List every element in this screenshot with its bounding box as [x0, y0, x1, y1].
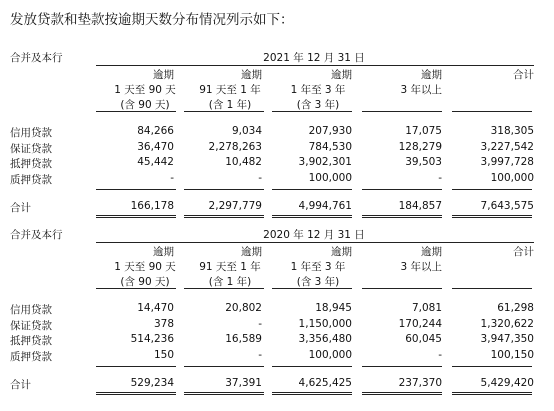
table-cell: 2,278,263: [208, 140, 262, 153]
subtotal-rule: [362, 189, 442, 190]
table-cell: 100,150: [490, 348, 534, 361]
table-cell: 14,470: [137, 302, 174, 314]
total-double-rule: [184, 215, 264, 218]
header-underline: [362, 111, 442, 112]
table-cell: 10,482: [225, 156, 262, 168]
table-cell: 20,802: [225, 302, 262, 314]
total-label: 合计: [10, 202, 31, 214]
column-header-line3: (含 3 年): [296, 276, 340, 288]
total-double-rule: [452, 215, 532, 218]
table-cell: -: [258, 171, 262, 184]
total-cell: 529,234: [130, 377, 174, 389]
table-cell: 3,947,350: [480, 333, 534, 345]
table-cell: 1,150,000: [298, 317, 352, 330]
row-label: 保证贷款: [10, 319, 52, 332]
column-header-line2: 1 年至 3 年: [290, 84, 346, 96]
total-double-rule: [96, 215, 176, 218]
subtotal-rule: [452, 189, 532, 190]
subtotal-rule: [184, 366, 264, 367]
subtotal-rule: [96, 366, 176, 367]
column-header-line1: 逾期: [241, 69, 262, 81]
table-cell: 3,997,728: [480, 156, 534, 168]
table-cell: 17,075: [405, 125, 442, 137]
table-cell: 318,305: [490, 125, 534, 137]
total-cell: 37,391: [225, 377, 262, 389]
table-cell: 60,045: [405, 333, 442, 345]
header-underline: [96, 288, 176, 289]
total-cell: 166,178: [130, 200, 174, 212]
table-cell: 100,000: [308, 171, 352, 184]
table-cell: 39,503: [405, 156, 442, 168]
table-cell: 170,244: [398, 317, 442, 330]
table-cell: 7,081: [411, 302, 442, 314]
entity-label: 合并及本行: [10, 229, 63, 241]
column-header-line2: 91 天至 1 年: [199, 84, 261, 96]
date-header: 2021 年 12 月 31 日: [263, 52, 365, 64]
table-cell: -: [170, 171, 174, 184]
table-cell: 150: [153, 348, 174, 361]
table-cell: 16,589: [225, 333, 262, 345]
subtotal-rule: [184, 189, 264, 190]
table-cell: 514,236: [130, 333, 174, 345]
column-header-line1: 逾期: [421, 69, 442, 81]
header-underline: [362, 288, 442, 289]
table-cell: 18,945: [315, 302, 352, 314]
column-header-line1: 逾期: [241, 246, 262, 258]
total-double-rule: [362, 215, 442, 218]
table-cell: -: [438, 348, 442, 361]
column-header-line3: (含 90 天): [120, 276, 170, 288]
total-double-rule: [272, 215, 352, 218]
row-label: 质押贷款: [10, 350, 52, 363]
table-cell: 61,298: [497, 302, 534, 314]
column-header-line1: 逾期: [153, 246, 174, 258]
subtotal-rule: [362, 366, 442, 367]
header-underline: [452, 111, 532, 112]
total-cell: 7,643,575: [480, 200, 534, 212]
header-underline: [452, 288, 532, 289]
table-cell: 36,470: [137, 140, 174, 153]
column-header-line1: 合计: [513, 246, 534, 258]
table-cell: 378: [153, 317, 174, 330]
header-underline: [184, 288, 264, 289]
header-underline: [272, 288, 352, 289]
column-header-line3: (含 90 天): [120, 99, 170, 111]
column-header-line2: 1 天至 90 天: [114, 84, 176, 96]
column-header-line2: 1 年至 3 年: [290, 261, 346, 273]
total-cell: 5,429,420: [480, 377, 534, 389]
table-cell: 100,000: [490, 171, 534, 184]
table-cell: 45,442: [137, 156, 174, 168]
column-header-line1: 合计: [513, 69, 534, 81]
total-double-rule: [96, 392, 176, 395]
total-label: 合计: [10, 379, 31, 391]
row-label: 抵押贷款: [10, 158, 52, 170]
column-header-line2: 1 天至 90 天: [114, 261, 176, 273]
table-cell: -: [438, 171, 442, 184]
table-cell: 84,266: [137, 125, 174, 137]
row-label: 信用贷款: [10, 127, 52, 139]
date-header: 2020 年 12 月 31 日: [263, 229, 365, 241]
total-double-rule: [452, 392, 532, 395]
date-rule: [96, 242, 534, 243]
column-header-line3: (含 1 年): [208, 276, 252, 288]
subtotal-rule: [272, 366, 352, 367]
column-header-line2: 91 天至 1 年: [199, 261, 261, 273]
table-cell: 128,279: [398, 140, 442, 153]
row-label: 信用贷款: [10, 304, 52, 316]
total-double-rule: [184, 392, 264, 395]
column-header-line2: 3 年以上: [400, 84, 442, 96]
row-label: 质押贷款: [10, 173, 52, 186]
column-header-line3: (含 3 年): [296, 99, 340, 111]
total-cell: 184,857: [398, 200, 442, 212]
table-cell: 1,320,622: [480, 317, 534, 330]
total-cell: 4,994,761: [298, 200, 352, 212]
subtotal-rule: [272, 189, 352, 190]
column-header-line1: 逾期: [153, 69, 174, 81]
subtotal-rule: [96, 189, 176, 190]
column-header-line3: (含 1 年): [208, 99, 252, 111]
page-title: 发放贷款和垫款按逾期天数分布情况列示如下：: [10, 12, 294, 28]
table-cell: 3,902,301: [298, 156, 352, 168]
table-cell: -: [258, 348, 262, 361]
row-label: 保证贷款: [10, 142, 52, 155]
entity-label: 合并及本行: [10, 52, 63, 64]
column-header-line1: 逾期: [331, 246, 352, 258]
date-rule: [96, 65, 534, 66]
header-underline: [96, 111, 176, 112]
table-cell: 784,530: [308, 140, 352, 153]
total-double-rule: [362, 392, 442, 395]
column-header-line1: 逾期: [421, 246, 442, 258]
table-cell: 100,000: [308, 348, 352, 361]
table-cell: -: [258, 317, 262, 330]
column-header-line1: 逾期: [331, 69, 352, 81]
subtotal-rule: [452, 366, 532, 367]
row-label: 抵押贷款: [10, 335, 52, 347]
column-header-line2: 3 年以上: [400, 261, 442, 273]
total-cell: 237,370: [398, 377, 442, 389]
total-cell: 2,297,779: [208, 200, 262, 212]
total-cell: 4,625,425: [298, 377, 352, 389]
table-cell: 3,227,542: [480, 140, 534, 153]
header-underline: [184, 111, 264, 112]
total-double-rule: [272, 392, 352, 395]
header-underline: [272, 111, 352, 112]
table-cell: 3,356,480: [298, 333, 352, 345]
table-cell: 207,930: [308, 125, 352, 137]
table-cell: 9,034: [231, 125, 262, 137]
